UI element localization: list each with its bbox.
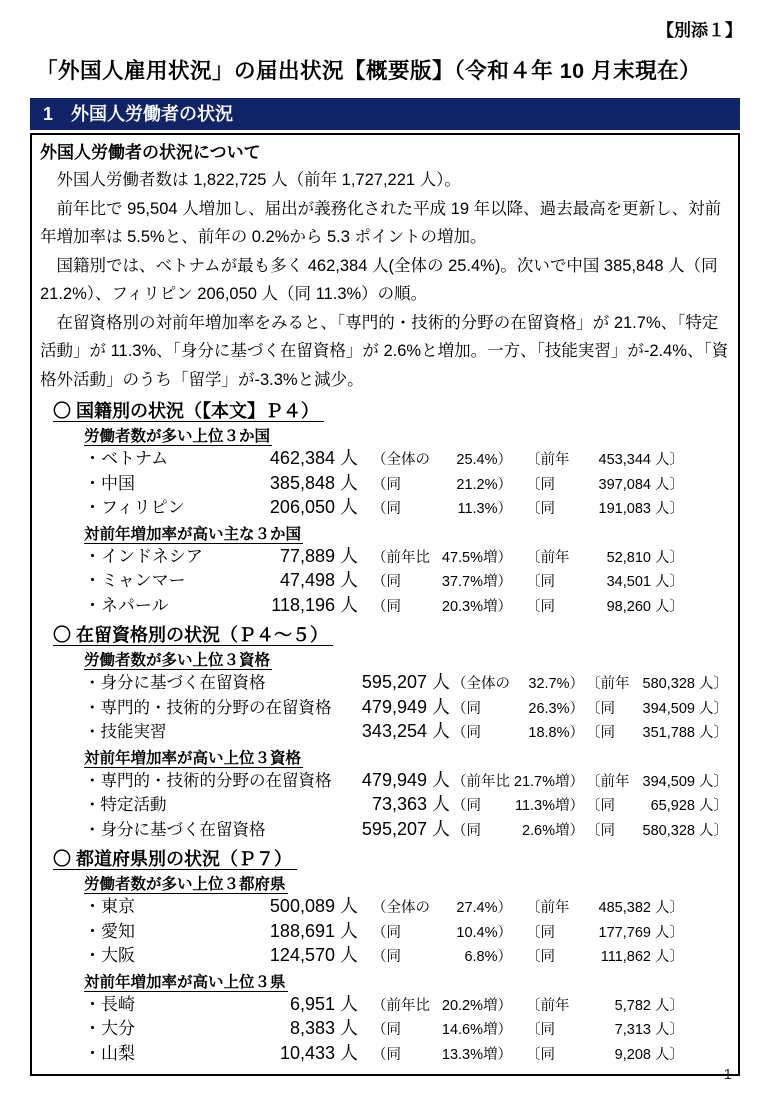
stat-prev-year-label: 〔同 [526, 598, 555, 615]
section-heading-text: 〇 国籍別の状況（【本文】Ｐ４） [53, 401, 324, 422]
overview-paragraph: 外国人労働者数は 1,822,725 人（前年 1,727,221 人）。 [56, 171, 461, 189]
stat-prev-year-value: 580,328 人〕 [642, 822, 728, 839]
section-heading [53, 623, 730, 647]
stat-prev-year [526, 596, 684, 619]
group-heading-text: 労働者数が多い上位３か国 [84, 428, 271, 445]
stat-label: ・長崎 [84, 994, 135, 1014]
stat-prev-year-value: 453,344 人〕 [598, 452, 684, 468]
section-heading [53, 847, 730, 871]
stat-share-value: 18.8%） [528, 725, 584, 741]
stat-prev-year-label: 〔同 [586, 822, 615, 839]
stat-share-label: （同 [452, 822, 481, 839]
stat-prev-year-value: 191,083 人〕 [598, 501, 684, 517]
group-growth-prefectures [84, 972, 730, 1067]
stat-prev-year-label: 〔同 [526, 574, 555, 590]
stat-prev-year-label: 〔前年 [526, 997, 570, 1014]
stat-row [84, 769, 730, 794]
group-heading [84, 874, 730, 895]
stat-prev-year-label: 〔同 [586, 700, 615, 717]
stat-prev-year-value: 394,509 人〕 [642, 773, 728, 790]
group-heading-text: 対前年増加率が高い上位３県 [84, 973, 286, 991]
stat-value: 500,089 人 [269, 896, 358, 916]
content-box [30, 133, 740, 1076]
stat-share [452, 820, 584, 843]
stat-prev-year-label: 〔同 [526, 1046, 555, 1063]
stat-label: ・フィリピン [84, 498, 185, 517]
stat-prev-year [526, 897, 684, 920]
stat-prev-year [526, 946, 684, 969]
stat-prev-year-label: 〔同 [526, 924, 555, 941]
stat-prev-year-value: 5,782 人〕 [614, 997, 684, 1014]
stat-share [372, 571, 512, 594]
stat-prev-year-value: 351,788 人〕 [642, 725, 728, 741]
stat-value: 124,570 人 [269, 945, 358, 965]
section-residence-status [40, 623, 730, 842]
stat-share-label: （同 [372, 949, 401, 965]
stat-prev-year-label: 〔同 [586, 798, 615, 814]
stat-prev-year-label: 〔前年 [586, 773, 630, 790]
stat-share-label: （同 [372, 1046, 401, 1063]
page-number: 1 [723, 1066, 732, 1083]
stat-row [84, 920, 730, 945]
stat-share [372, 498, 512, 521]
stat-share [372, 897, 512, 920]
stat-prev-year-label: 〔同 [526, 949, 555, 965]
stat-prev-year [526, 498, 684, 521]
stat-row [84, 944, 730, 969]
stat-prev-year-value: 98,260 人〕 [606, 598, 684, 615]
stat-value: 118,196 人 [271, 594, 358, 615]
stat-value: 10,433 人 [279, 1042, 358, 1063]
group-heading-text: 労働者数が多い上位３都府県 [84, 876, 286, 893]
stat-share-value: 47.5%増） [441, 549, 512, 566]
stat-share-label: （同 [372, 1022, 401, 1038]
section-prefecture [40, 847, 730, 1066]
stat-prev-year [586, 673, 728, 696]
group-heading [84, 524, 730, 545]
stat-prev-year-value: 65,928 人〕 [650, 798, 728, 814]
overview-paragraph: 在留資格別の対前年増加率をみると、「専門的・技術的分野の在留資格」が 21.7%、「特定活動」が 11.3%、「身分に基づく在留資格」が 2.6%と増加。一方、「技能実習」が-2.4%、「資格外活動」のうち「留学」が-3.3%と減少。 [40, 313, 729, 389]
group-top3-countries [84, 426, 730, 521]
stat-value: 479,949 人 [361, 696, 450, 717]
stat-prev-year [586, 820, 728, 843]
stat-prev-year-label: 〔前年 [526, 900, 570, 916]
page-title: 「外国人雇用状況」の届出状況【概要版】（令和４年 10 月末現在） [36, 59, 702, 83]
section-header-text: 1 外国人労働者の状況 [43, 104, 234, 124]
stat-rows [84, 895, 730, 969]
stat-prev-year [526, 922, 684, 945]
group-growth-countries [84, 524, 730, 619]
stat-value: 188,691 人 [269, 920, 358, 941]
stat-share-value: 37.7%増） [441, 574, 512, 590]
stat-share [372, 596, 512, 619]
stat-value: 73,363 人 [371, 794, 450, 814]
stat-label: ・専門的・技術的分野の在留資格 [84, 698, 332, 717]
stat-prev-year-value: 394,509 人〕 [642, 700, 728, 717]
stat-prev-year-label: 〔同 [526, 1022, 555, 1038]
stat-label: ・中国 [84, 473, 135, 493]
stat-share-value: 6.8%） [464, 949, 512, 965]
stat-label: ・東京 [84, 897, 135, 916]
stat-label: ・愛知 [84, 921, 135, 941]
stat-prev-year-value: 397,084 人〕 [598, 476, 684, 493]
stat-prev-year-label: 〔同 [526, 501, 555, 517]
stat-rows [84, 769, 730, 843]
group-heading-text: 対前年増加率が高い主な３か国 [84, 525, 302, 543]
stat-share [372, 946, 512, 969]
stat-value: 6,951 人 [289, 993, 358, 1014]
stat-prev-year-value: 485,382 人〕 [598, 900, 684, 916]
stat-row [84, 895, 730, 920]
stat-value: 595,207 人 [361, 672, 450, 692]
stat-value: 77,889 人 [279, 545, 358, 566]
stat-share-label: （同 [452, 700, 481, 717]
stat-share-label: （同 [452, 798, 481, 814]
stat-value: 8,383 人 [289, 1018, 358, 1038]
section-header-bar [30, 98, 740, 130]
stat-share [372, 547, 512, 570]
stat-share-value: 14.6%増） [441, 1022, 512, 1038]
stat-value: 385,848 人 [269, 472, 358, 493]
stat-prev-year-value: 34,501 人〕 [606, 574, 684, 590]
stat-share-value: 13.3%増） [441, 1046, 512, 1063]
stat-share-value: 20.3%増） [441, 598, 512, 615]
stat-rows [84, 993, 730, 1067]
stat-prev-year [526, 995, 684, 1018]
stat-share-label: （同 [372, 574, 401, 590]
group-heading [84, 650, 730, 671]
stat-rows [84, 545, 730, 619]
stat-prev-year [586, 698, 728, 721]
stat-row [84, 569, 730, 594]
stat-share-value: 2.6%増） [521, 822, 584, 839]
stat-row [84, 818, 730, 843]
stat-prev-year-label: 〔前年 [526, 549, 570, 566]
stat-row [84, 447, 730, 472]
section-heading-text: 〇 在留資格別の状況（Ｐ４～５） [53, 625, 333, 646]
stat-value: 47,498 人 [279, 570, 358, 590]
stat-prev-year-value: 7,313 人〕 [614, 1022, 684, 1038]
stat-rows [84, 671, 730, 745]
overview-paragraph: 国籍別では、ベトナムが最も多く 462,384 人(全体の 25.4%)。次いで中国 385,848 人（同 21.2%）、フィリピン 206,050 人（同 11.3%）の順。 [40, 256, 718, 303]
stat-share-value: 10.4%） [456, 924, 512, 941]
stat-share [452, 771, 584, 794]
stat-share-label: （全体の [372, 452, 430, 468]
stat-label: ・ベトナム [84, 449, 169, 468]
stat-prev-year [586, 722, 728, 745]
stat-share [372, 1019, 512, 1042]
stat-value: 343,254 人 [361, 721, 450, 741]
stat-share [452, 722, 584, 745]
stat-label: ・身分に基づく在留資格 [84, 674, 266, 692]
stat-prev-year-value: 9,208 人〕 [614, 1046, 684, 1063]
group-top3-prefectures [84, 874, 730, 969]
section-heading [53, 399, 730, 423]
stat-prev-year-value: 580,328 人〕 [642, 676, 728, 692]
stat-label: ・大阪 [84, 946, 135, 965]
section-nationality [40, 399, 730, 618]
stat-prev-year [586, 795, 728, 818]
stat-prev-year-value: 111,862 人〕 [600, 949, 684, 965]
stat-row [84, 594, 730, 619]
stat-share-label: （前年比 [372, 997, 430, 1014]
stat-label: ・技能実習 [84, 723, 167, 741]
stat-value: 206,050 人 [269, 497, 358, 517]
stat-value: 595,207 人 [361, 818, 450, 839]
stat-share-label: （全体の [452, 676, 510, 692]
stat-share-label: （同 [452, 725, 481, 741]
stat-prev-year-label: 〔前年 [526, 452, 570, 468]
overview-paragraph: 前年比で 95,504 人増加し、届出が義務化された平成 19 年以降、過去最高を更新し、対前年増加率は 5.5%と、前年の 0.2%から 5.3 ポイントの増加。 [40, 199, 722, 246]
stat-label: ・山梨 [84, 1043, 135, 1063]
group-heading-text: 対前年増加率が高い上位３資格 [84, 749, 302, 767]
stat-share-value: 26.3%） [528, 700, 584, 717]
stat-label: ・ミャンマー [84, 571, 186, 590]
stat-label: ・身分に基づく在留資格 [84, 820, 266, 839]
stat-rows [84, 447, 730, 521]
stat-row [84, 671, 730, 696]
stat-share-label: （同 [372, 476, 401, 493]
stat-row [84, 496, 730, 521]
stat-share-label: （同 [372, 924, 401, 941]
stat-label: ・インドネシア [84, 546, 203, 566]
stat-prev-year [586, 771, 728, 794]
stat-share [452, 795, 584, 818]
stat-share-label: （同 [372, 598, 401, 615]
stat-prev-year [526, 1019, 684, 1042]
stat-prev-year [526, 449, 684, 472]
stat-share [372, 995, 512, 1018]
stat-row [84, 545, 730, 570]
stat-row [84, 720, 730, 745]
stat-share-value: 25.4%） [456, 452, 512, 468]
stat-row [84, 1017, 730, 1042]
stat-row [84, 696, 730, 721]
stat-label: ・ネパール [84, 595, 169, 615]
stat-prev-year [526, 571, 684, 594]
stat-share-value: 20.2%増） [441, 997, 512, 1014]
stat-share-label: （前年比 [452, 773, 510, 790]
group-heading-text: 労働者数が多い上位３資格 [84, 652, 271, 669]
overview-heading: 外国人労働者の状況について [40, 143, 261, 162]
group-heading [84, 972, 730, 993]
section-heading-text: 〇 都道府県別の状況（Ｐ７） [53, 849, 297, 870]
stat-share [452, 673, 584, 696]
stat-share-value: 27.4%） [456, 900, 512, 916]
group-top3-statuses [84, 650, 730, 745]
stat-share-value: 21.2%） [456, 476, 512, 493]
stat-row [84, 793, 730, 818]
stat-share [452, 698, 584, 721]
stat-prev-year-value: 177,769 人〕 [598, 924, 684, 941]
stat-value: 462,384 人 [269, 448, 358, 468]
stat-share-label: （前年比 [372, 549, 430, 566]
stat-prev-year-label: 〔同 [526, 476, 555, 493]
attachment-tag: 【別添１】 [657, 21, 742, 40]
stat-share-value: 21.7%増） [513, 773, 584, 790]
stat-prev-year [526, 474, 684, 497]
stat-row [84, 993, 730, 1018]
stat-share-value: 11.3%増） [514, 798, 584, 814]
stat-prev-year-value: 52,810 人〕 [606, 549, 684, 566]
stat-share [372, 922, 512, 945]
stat-share-label: （同 [372, 501, 401, 517]
stat-share-value: 11.3%） [457, 501, 512, 517]
stat-share [372, 1044, 512, 1067]
group-heading [84, 748, 730, 769]
stat-label: ・特定活動 [84, 796, 167, 814]
stat-prev-year [526, 1044, 684, 1067]
stat-value: 479,949 人 [361, 769, 450, 790]
group-growth-statuses [84, 748, 730, 843]
stat-share-value: 32.7%） [528, 676, 584, 692]
stat-label: ・大分 [84, 1019, 135, 1038]
group-heading [84, 426, 730, 447]
stat-prev-year-label: 〔前年 [586, 676, 630, 692]
stat-share [372, 474, 512, 497]
stat-share [372, 449, 512, 472]
stat-prev-year [526, 547, 684, 570]
stat-share-label: （全体の [372, 900, 430, 916]
stat-prev-year-label: 〔同 [586, 725, 615, 741]
stat-label: ・専門的・技術的分野の在留資格 [84, 771, 332, 790]
stat-row [84, 472, 730, 497]
stat-row [84, 1042, 730, 1067]
